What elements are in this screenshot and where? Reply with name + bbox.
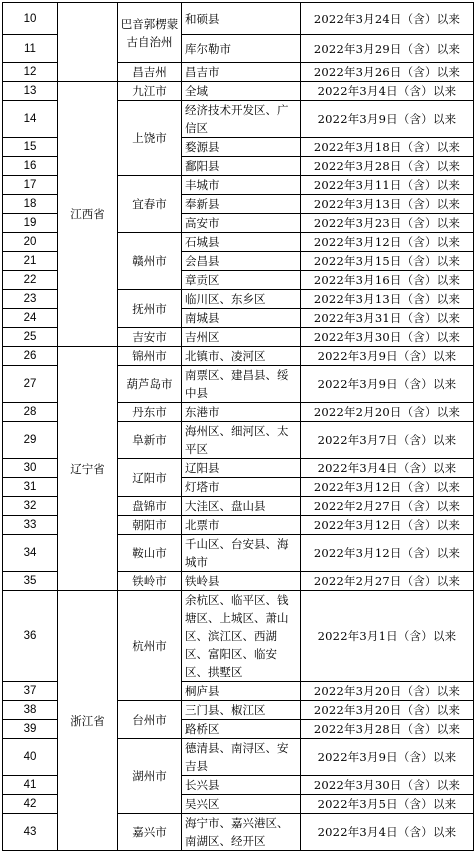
time-cell: 2022年3月12日（含）以来 [301, 535, 474, 572]
row-number: 23 [3, 290, 58, 309]
area-cell: 婺源县 [182, 138, 301, 157]
time-cell: 2022年3月1日（含）以来 [301, 591, 474, 682]
area-cell: 南城县 [182, 309, 301, 328]
time-cell: 2022年3月12日（含）以来 [301, 478, 474, 497]
area-cell: 库尔勒市 [182, 35, 301, 63]
time-cell: 2022年3月5日（含）以来 [301, 795, 474, 814]
area-cell: 南票区、建昌县、绥中县 [182, 366, 301, 403]
area-cell: 路桥区 [182, 720, 301, 739]
city-cell: 铁岭市 [118, 572, 182, 591]
time-cell: 2022年3月24日（含）以来 [301, 3, 474, 35]
area-cell: 奉新县 [182, 195, 301, 214]
time-cell: 2022年3月9日（含）以来 [301, 366, 474, 403]
time-cell: 2022年3月31日（含）以来 [301, 309, 474, 328]
city-cell: 宜春市 [118, 176, 182, 233]
province-cell: 浙江省 [58, 591, 118, 851]
row-number: 30 [3, 459, 58, 478]
city-cell: 吉安市 [118, 328, 182, 347]
province-cell: 辽宁省 [58, 347, 118, 591]
area-cell: 长兴县 [182, 776, 301, 795]
time-cell: 2022年3月9日（含）以来 [301, 347, 474, 366]
time-cell: 2022年2月27日（含）以来 [301, 572, 474, 591]
city-cell: 葫芦岛市 [118, 366, 182, 403]
time-cell: 2022年3月28日（含）以来 [301, 157, 474, 176]
time-cell: 2022年3月15日（含）以来 [301, 252, 474, 271]
province-cell [58, 3, 118, 82]
area-cell: 铁岭县 [182, 572, 301, 591]
table-row [3, 347, 474, 366]
area-cell: 全域 [182, 82, 301, 101]
time-cell: 2022年3月26日（含）以来 [301, 63, 474, 82]
row-number: 13 [3, 82, 58, 101]
city-cell: 阜新市 [118, 422, 182, 459]
row-number: 39 [3, 720, 58, 739]
row-number: 17 [3, 176, 58, 195]
area-cell: 桐庐县 [182, 682, 301, 701]
area-cell: 北票市 [182, 516, 301, 535]
time-cell: 2022年3月9日（含）以来 [301, 739, 474, 776]
row-number: 20 [3, 233, 58, 252]
row-number: 21 [3, 252, 58, 271]
row-number: 24 [3, 309, 58, 328]
row-number: 25 [3, 328, 58, 347]
time-cell: 2022年3月11日（含）以来 [301, 176, 474, 195]
city-cell: 鞍山市 [118, 535, 182, 572]
area-cell: 千山区、台安县、海城市 [182, 535, 301, 572]
row-number: 12 [3, 63, 58, 82]
row-number: 35 [3, 572, 58, 591]
city-cell: 抚州市 [118, 290, 182, 328]
row-number: 16 [3, 157, 58, 176]
time-cell: 2022年2月20日（含）以来 [301, 403, 474, 422]
city-cell: 台州市 [118, 701, 182, 739]
row-number: 41 [3, 776, 58, 795]
city-cell: 昌吉州 [118, 63, 182, 82]
area-cell: 海宁市、嘉兴港区、南湖区、经开区 [182, 814, 301, 851]
area-cell: 会昌县 [182, 252, 301, 271]
row-number: 15 [3, 138, 58, 157]
row-number: 27 [3, 366, 58, 403]
time-cell: 2022年3月4日（含）以来 [301, 459, 474, 478]
city-cell: 锦州市 [118, 347, 182, 366]
row-number: 14 [3, 101, 58, 138]
time-cell: 2022年3月30日（含）以来 [301, 776, 474, 795]
area-cell: 临川区、东乡区 [182, 290, 301, 309]
area-cell: 丰城市 [182, 176, 301, 195]
time-cell: 2022年3月20日（含）以来 [301, 701, 474, 720]
city-cell: 朝阳市 [118, 516, 182, 535]
city-cell: 辽阳市 [118, 459, 182, 497]
row-number: 43 [3, 814, 58, 851]
city-cell: 上饶市 [118, 101, 182, 176]
time-cell: 2022年3月4日（含）以来 [301, 814, 474, 851]
area-cell: 余杭区、临平区、钱塘区、上城区、萧山区、滨江区、西湖区、富阳区、临安区、拱墅区 [182, 591, 301, 682]
area-cell: 吴兴区 [182, 795, 301, 814]
city-cell: 九江市 [118, 82, 182, 101]
time-cell: 2022年3月18日（含）以来 [301, 138, 474, 157]
city-cell: 丹东市 [118, 403, 182, 422]
area-cell: 章贡区 [182, 271, 301, 290]
area-cell: 吉州区 [182, 328, 301, 347]
row-number: 22 [3, 271, 58, 290]
row-number: 28 [3, 403, 58, 422]
time-cell: 2022年3月30日（含）以来 [301, 328, 474, 347]
row-number: 33 [3, 516, 58, 535]
area-cell: 北镇市、凌河区 [182, 347, 301, 366]
area-cell: 经济技术开发区、广信区 [182, 101, 301, 138]
time-cell: 2022年3月20日（含）以来 [301, 682, 474, 701]
area-cell: 高安市 [182, 214, 301, 233]
province-cell: 江西省 [58, 82, 118, 347]
area-cell: 和硕县 [182, 3, 301, 35]
time-cell: 2022年3月12日（含）以来 [301, 516, 474, 535]
city-cell: 湖州市 [118, 739, 182, 814]
time-cell: 2022年3月16日（含）以来 [301, 271, 474, 290]
table-row [3, 591, 474, 682]
row-number: 10 [3, 3, 58, 35]
area-cell: 辽阳县 [182, 459, 301, 478]
row-number: 26 [3, 347, 58, 366]
row-number: 18 [3, 195, 58, 214]
time-cell: 2022年2月27日（含）以来 [301, 497, 474, 516]
area-cell: 三门县、椒江区 [182, 701, 301, 720]
row-number: 36 [3, 591, 58, 682]
time-cell: 2022年3月12日（含）以来 [301, 233, 474, 252]
time-cell: 2022年3月28日（含）以来 [301, 720, 474, 739]
area-cell: 德清县、南浔区、安吉县 [182, 739, 301, 776]
table-row [3, 82, 474, 101]
city-cell: 杭州市 [118, 591, 182, 701]
area-cell: 大洼区、盘山县 [182, 497, 301, 516]
city-cell: 嘉兴市 [118, 814, 182, 851]
area-cell: 海州区、细河区、太平区 [182, 422, 301, 459]
time-cell: 2022年3月4日（含）以来 [301, 82, 474, 101]
city-cell: 赣州市 [118, 233, 182, 290]
area-cell: 石城县 [182, 233, 301, 252]
area-cell: 鄱阳县 [182, 157, 301, 176]
city-cell: 巴音郭楞蒙古自治州 [118, 3, 182, 63]
time-cell: 2022年3月7日（含）以来 [301, 422, 474, 459]
time-cell: 2022年3月23日（含）以来 [301, 214, 474, 233]
time-cell: 2022年3月29日（含）以来 [301, 35, 474, 63]
area-cell: 灯塔市 [182, 478, 301, 497]
row-number: 11 [3, 35, 58, 63]
table-row [3, 3, 474, 35]
time-cell: 2022年3月9日（含）以来 [301, 101, 474, 138]
row-number: 34 [3, 535, 58, 572]
area-cell: 东港市 [182, 403, 301, 422]
risk-area-table [2, 2, 474, 851]
row-number: 37 [3, 682, 58, 701]
row-number: 38 [3, 701, 58, 720]
area-cell: 昌吉市 [182, 63, 301, 82]
city-cell: 盘锦市 [118, 497, 182, 516]
row-number: 40 [3, 739, 58, 776]
row-number: 19 [3, 214, 58, 233]
time-cell: 2022年3月13日（含）以来 [301, 195, 474, 214]
row-number: 42 [3, 795, 58, 814]
time-cell: 2022年3月13日（含）以来 [301, 290, 474, 309]
row-number: 32 [3, 497, 58, 516]
row-number: 31 [3, 478, 58, 497]
row-number: 29 [3, 422, 58, 459]
